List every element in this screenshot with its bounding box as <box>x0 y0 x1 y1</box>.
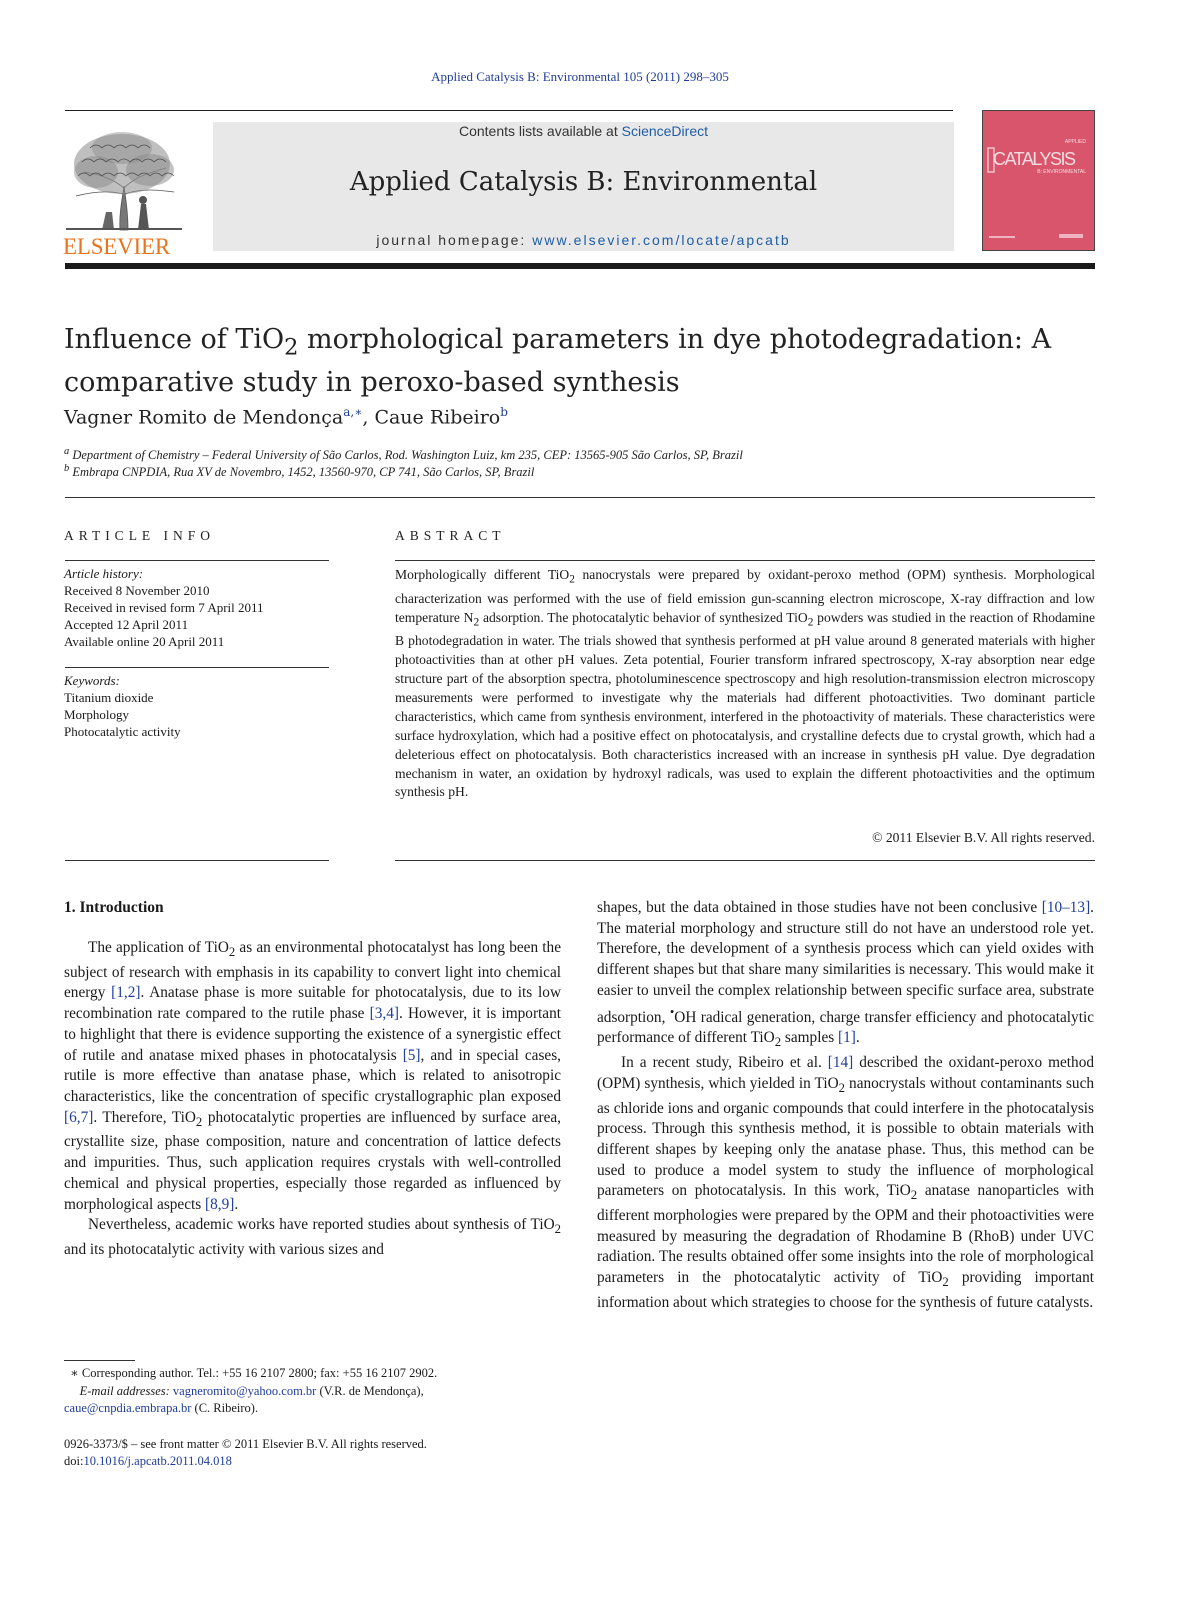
title-subscript: 2 <box>284 334 299 361</box>
author-ribeiro[interactable]: Caue Ribeiro <box>374 406 501 429</box>
sciencedirect-link[interactable]: ScienceDirect <box>621 123 708 139</box>
keyword-item: Photocatalytic activity <box>64 724 181 739</box>
text: photocatalytic properties are influenced by surface area, crystallite size, phase composition, nature and concentration of lattice defects and impurities. Thus, such application requires crystals with well-controlled chemical and physical properties, especially those regarded as influenced by morphological aspects <box>64 1108 561 1213</box>
cover-environmental-label: B: ENVIRONMENTAL <box>1037 169 1086 175</box>
affiliation-b <box>64 463 534 480</box>
email-link[interactable]: vagneromito@yahoo.com.br <box>172 1383 317 1398</box>
author-mendonca[interactable]: Vagner Romito de Mendonça <box>64 406 344 429</box>
subscript: 2 <box>807 616 814 629</box>
paragraph <box>64 938 561 1215</box>
history-received: Received 8 November 2010 <box>64 583 210 598</box>
author-separator: , <box>362 406 375 429</box>
text: . However, it is important to highlight that there is evidence supporting the existence of a synergistic effect of rutile and anatase mixed phases in photocatalysis <box>64 1005 561 1064</box>
text: Nevertheless, academic works have reported studies about synthesis of TiO <box>88 1216 555 1234</box>
contents-prefix: Contents lists available at <box>458 123 622 139</box>
text: providing important information about which strategies to choose for the synthesis of future catalysts. <box>597 1269 1094 1311</box>
title-divider <box>65 497 1095 498</box>
text: OH radical generation, charge transfer efficiency and photocatalytic performance of different TiO <box>597 1008 1094 1047</box>
masthead-thick-rule <box>65 263 1095 269</box>
text: , and in special cases, rutile is more effective than anatase phase, which is related to anisotropic characteristics, like the concentration of specific crystallographic plan exposed <box>64 1046 561 1105</box>
abstract-text <box>395 566 1095 802</box>
info-rule <box>65 860 329 861</box>
reference-link[interactable]: [1] <box>838 1029 856 1047</box>
history-accepted: Accepted 12 April 2011 <box>64 617 189 632</box>
author-list <box>64 405 508 428</box>
journal-citation-link[interactable]: Applied Catalysis B: Environmental 105 (2011) 298–305 <box>431 69 729 84</box>
affiliation-b-text: Embrapa CNPDIA, Rua XV de Novembro, 1452, 13560-970, CP 741, São Carlos, SP, Brazil <box>72 465 535 480</box>
reference-link[interactable]: [1,2] <box>111 984 141 1002</box>
author-ribeiro-affiliation-link[interactable]: b <box>500 405 508 419</box>
abstract-segment: Morphologically different TiO <box>395 567 570 582</box>
body-column-right <box>597 898 1094 1314</box>
contents-availability <box>213 122 954 140</box>
author-mendonca-affiliation-link[interactable]: a,∗ <box>343 405 363 419</box>
article-info-heading: ARTICLE INFO <box>64 528 216 543</box>
subscript: 2 <box>228 945 236 960</box>
abstract-heading: ABSTRACT <box>395 528 506 543</box>
title-text-2: morphological parameters in dye photodegradation: A comparative study in peroxo-based synthesis <box>64 324 1052 399</box>
subscript: 2 <box>195 1114 203 1129</box>
subscript: 2 <box>838 1080 846 1095</box>
elsevier-wordmark: ELSEVIER <box>63 234 170 259</box>
text: and its photocatalytic activity with various sizes and <box>64 1240 384 1258</box>
footnote-line <box>64 1383 564 1401</box>
doi-link[interactable]: 10.1016/j.apcatb.2011.04.018 <box>83 1454 232 1468</box>
affiliation-a-marker: a <box>64 446 70 457</box>
header-rule <box>65 110 953 111</box>
cover-bracket-icon <box>987 147 995 173</box>
issn-line: 0926-3373/$ – see front matter © 2011 Elsevier B.V. All rights reserved. <box>64 1437 427 1451</box>
reference-link[interactable]: [6,7] <box>64 1108 94 1126</box>
text: . <box>234 1195 239 1213</box>
paragraph <box>64 1215 561 1260</box>
abstract-copyright: © 2011 Elsevier B.V. All rights reserved. <box>872 830 1095 845</box>
paragraph <box>597 898 1094 1053</box>
email-owner: (C. Ribeiro). <box>191 1401 259 1415</box>
abstract-rule <box>395 560 1095 561</box>
corresponding-author-footnote <box>64 1365 564 1418</box>
cover-applied-label: APPLIED <box>1064 139 1086 145</box>
text: as an environmental photocatalyst has long been the subject of research with emphasis in its capability to convert light into chemical energy <box>64 939 561 1002</box>
cover-footer-marks <box>989 232 1089 242</box>
journal-homepage <box>213 232 954 248</box>
text: . Therefore, TiO <box>93 1108 196 1126</box>
subscript: 2 <box>942 1275 949 1290</box>
text: . <box>855 1029 860 1047</box>
abstract-segment: powders was studied in the reaction of Rhodamine B photodegradation in water. The trials showed that synthesis performed at pH value around 8 generated materials with higher photoactivities than at other pH values. Zeta potential, Fourier transform infrared spectroscopy, X-ray absorption near edge structure part of the absorption spectra, photoluminescence spectroscopy and high resolution-transmission electron microscopy measurements were performed to investigate why the materials had different photoactivities. Two dominant particle characteristics, which came from synthesis environment, interfered in the photoactivity of materials. These characteristics were surface hydroxylation, which had a positive effect on photocatalysis, and crystalline defects due to crystal growth, which had a deleterious effect on photocatalysis. Both characteristics increased with an increase in synthesis pH value. Dye degradation mechanism in water, an oxidation by hydroxyl radicals, was used to explain the different photoactivities and the optimum synthesis pH. <box>395 609 1095 800</box>
keyword-item: Titanium dioxide <box>64 690 154 705</box>
text: described the oxidant-peroxo method (OPM) synthesis, which yielded in TiO <box>597 1054 1094 1092</box>
title-text-1: Influence of TiO <box>64 324 285 355</box>
history-revised: Received in revised form 7 April 2011 <box>64 600 264 615</box>
radical-dot: • <box>669 1004 675 1019</box>
doi-line <box>64 1453 564 1470</box>
keywords <box>64 672 329 740</box>
cover-catalysis-label: CATALYSIS <box>993 149 1075 169</box>
section-heading-introduction: 1. Introduction <box>64 899 164 916</box>
abstract-segment: adsorption. The photocatalytic behavior of synthesized TiO <box>479 609 808 625</box>
email-label: E-mail addresses: <box>79 1383 170 1398</box>
journal-cover-image[interactable] <box>982 110 1095 251</box>
footnote-line <box>64 1365 564 1383</box>
reference-link[interactable]: [3,4] <box>369 1005 399 1023</box>
footnote-marker: ∗ <box>70 1366 79 1380</box>
email-owner: (V.R. de Mendonça), <box>316 1383 424 1398</box>
info-rule <box>65 667 329 668</box>
subscript: 2 <box>910 1188 918 1203</box>
info-rule <box>65 560 329 561</box>
subscript: 2 <box>569 573 575 586</box>
footnote-line <box>64 1400 564 1418</box>
text: samples <box>781 1029 839 1047</box>
email-link[interactable]: caue@cnpdia.embrapa.br <box>64 1401 192 1415</box>
affiliation-b-marker: b <box>64 463 70 474</box>
body-column-left <box>64 938 561 1261</box>
reference-link[interactable]: [8,9] <box>205 1195 235 1213</box>
text: . Anatase phase is more suitable for photocatalysis, due to its low recombination rate compared to the rutile phase <box>64 984 561 1023</box>
abstract-segment: nanocrystals were prepared by oxidant-peroxo method (OPM) synthesis. Morphological characterization was performed with the use of field emission gun-scanning electron microscope, X-ray diffraction and low temperature N <box>395 567 1095 625</box>
text: In a recent study, Ribeiro et al. <box>621 1054 828 1072</box>
keyword-item: Morphology <box>64 707 129 722</box>
subscript: 2 <box>554 1222 561 1237</box>
subscript: 2 <box>774 1035 782 1050</box>
footnote-rule <box>64 1360 135 1361</box>
doi-label: doi: <box>64 1454 84 1468</box>
reference-link[interactable]: [14] <box>827 1054 854 1072</box>
history-label: Article history: <box>64 566 144 581</box>
affiliation-a <box>64 446 743 463</box>
reference-link[interactable]: [10–13] <box>1041 899 1091 916</box>
subscript: 2 <box>473 616 480 629</box>
article-title <box>64 322 1104 400</box>
abstract-rule <box>395 860 1095 861</box>
reference-link[interactable]: [5] <box>402 1046 421 1064</box>
text: The application of TiO <box>88 939 229 956</box>
text: shapes, but the data obtained in those studies have not been conclusive <box>597 899 1042 916</box>
article-history <box>64 565 329 650</box>
issn-doi-block <box>64 1436 564 1470</box>
affiliation-a-text: Department of Chemistry – Federal University of São Carlos, Rod. Washington Luiz, km 235, CEP: 13565-905 São Carlos, SP, Brazil <box>72 448 743 463</box>
footnote-text: Corresponding author. Tel.: +55 16 2107 2800; fax: +55 16 2107 2902. <box>78 1366 438 1380</box>
homepage-prefix: journal homepage: <box>376 232 533 248</box>
text: nanocrystals without contaminants such as chloride ions and organic compounds that could interfere in the photocatalysis process. Through this synthesis method, it is possible to obtain materials with different shapes by keeping only the anatase phase. Thus, this method can be used to produce a model system to study the influence of morphological parameters on photocatalysis. In this work, TiO <box>597 1074 1095 1200</box>
homepage-url-link[interactable]: www.elsevier.com/locate/apcatb <box>532 232 791 248</box>
text: anatase nanoparticles with different morphologies were prepared by the OPM and their photoactivities were measured by measuring the degradation of Rhodamine B (RhoB) under UVC radiation. The results obtained offer some insights into the role of morphological parameters in the photocatalytic activity of TiO <box>597 1182 1094 1287</box>
paragraph <box>597 1053 1094 1314</box>
text: . The material morphology and structure still do not have an understood role yet. Therefore, the development of a synthesis process which can yield oxides with different shapes but that share many similarities is necessary. This would make it easier to unveil the complex relationship between specific surface area, substrate adsorption, <box>597 899 1094 1026</box>
keywords-label: Keywords: <box>64 673 120 688</box>
journal-title: Applied Catalysis B: Environmental <box>349 167 818 197</box>
history-online: Available online 20 April 2011 <box>64 634 225 649</box>
